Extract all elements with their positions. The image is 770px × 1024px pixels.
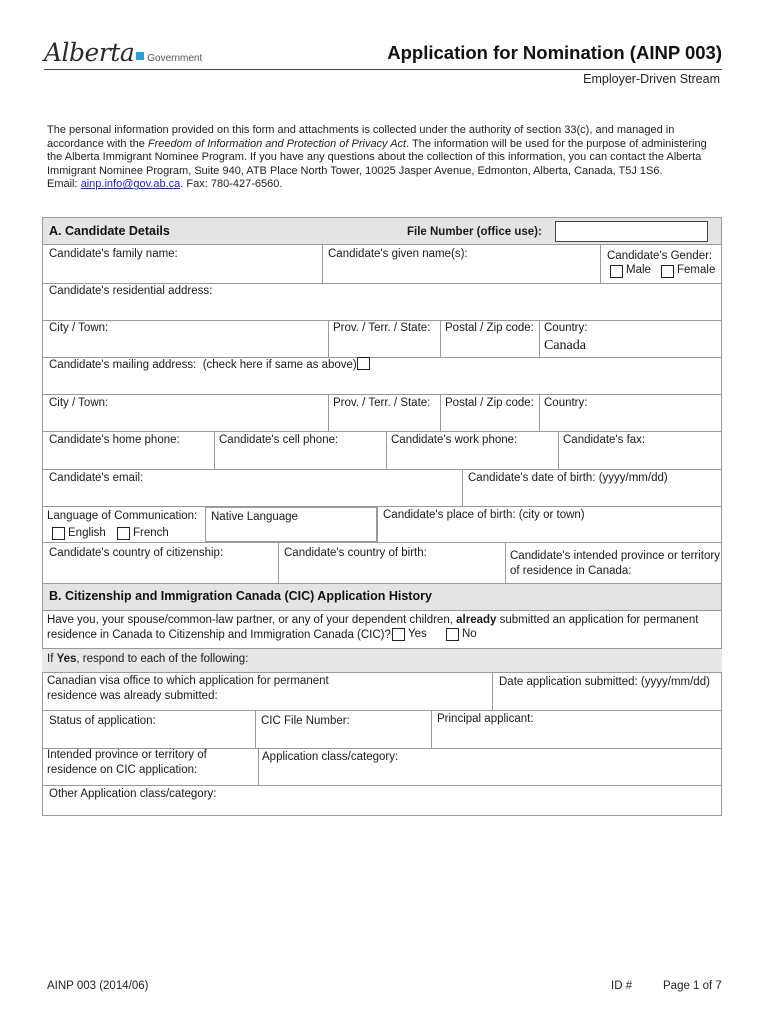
family-name-field[interactable]: Candidate's family name: <box>49 248 178 260</box>
if-post: , respond to each of the following: <box>76 653 249 665</box>
yes-label: Yes <box>408 628 427 640</box>
grid-line <box>42 320 722 321</box>
grid-line <box>505 542 506 583</box>
form-subtitle: Employer-Driven Stream <box>583 72 720 86</box>
grid-line <box>377 506 378 542</box>
grid-line <box>42 469 722 470</box>
grid-line <box>42 283 722 284</box>
file-number-label: File Number (office use): <box>407 226 542 238</box>
cic-question-pre: Have you, your spouse/common-law partner, or any of your dependent children, <box>47 614 457 626</box>
female-label: Female <box>677 264 716 276</box>
grid-line <box>386 431 387 469</box>
country-of-birth-field[interactable]: Candidate's country of birth: <box>284 547 427 559</box>
french-checkbox[interactable] <box>117 527 130 540</box>
grid-line <box>214 431 215 469</box>
section-b-title: B. Citizenship and Immigration Canada (CIC) Application History <box>49 589 432 603</box>
file-number-input[interactable] <box>555 221 708 242</box>
province-field[interactable]: Prov. / Terr. / State: <box>333 322 431 334</box>
grid-line <box>42 672 722 673</box>
email-field[interactable]: Candidate's email: <box>49 472 144 484</box>
mailing-province-field[interactable]: Prov. / Terr. / State: <box>333 397 431 409</box>
intro-fax: . Fax: 780-427-6560. <box>180 178 283 191</box>
grid-line <box>258 748 259 785</box>
other-class-field[interactable]: Other Application class/category: <box>49 788 217 800</box>
grid-line <box>42 710 722 711</box>
cic-file-number-field[interactable]: CIC File Number: <box>261 715 350 727</box>
grid-line <box>328 394 329 431</box>
male-label: Male <box>626 264 651 276</box>
mailing-country-field[interactable]: Country: <box>544 397 588 409</box>
grid-line <box>431 710 432 748</box>
logo-square-icon <box>136 52 144 60</box>
grid-line <box>255 710 256 748</box>
intro-act: Freedom of Information and Protection of Privacy Act <box>147 137 407 150</box>
date-of-birth-field[interactable]: Candidate's date of birth: (yyyy/mm/dd) <box>468 472 668 484</box>
logo-wordmark: Alberta <box>44 38 135 67</box>
country-label: Country: <box>544 322 588 334</box>
grid-line <box>539 320 540 357</box>
no-checkbox[interactable] <box>446 628 459 641</box>
citizenship-field[interactable]: Candidate's country of citizenship: <box>49 547 224 559</box>
grid-line <box>42 394 722 395</box>
no-label: No <box>462 628 477 640</box>
if-bold: Yes <box>56 653 77 665</box>
mailing-postal-field[interactable]: Postal / Zip code: <box>445 397 534 409</box>
privacy-notice <box>47 124 723 192</box>
grid-line <box>42 217 43 583</box>
grid-line <box>558 431 559 469</box>
principal-applicant-field[interactable]: Principal applicant: <box>437 713 534 725</box>
email-link[interactable]: ainp.info@gov.ab.ca <box>80 178 181 191</box>
if-yes-instruction <box>47 653 248 665</box>
if-pre: If <box>47 653 57 665</box>
same-address-checkbox[interactable] <box>357 357 370 370</box>
date-submitted-field[interactable]: Date application submitted: (yyyy/mm/dd) <box>499 676 710 688</box>
section-a-title: A. Candidate Details <box>49 224 170 238</box>
french-label: French <box>133 527 169 539</box>
mailing-city-field[interactable]: City / Town: <box>49 397 109 409</box>
language-label: Language of Communication: <box>47 510 198 522</box>
given-names-field[interactable]: Candidate's given name(s): <box>328 248 468 260</box>
city-field[interactable]: City / Town: <box>49 322 109 334</box>
gender-label: Candidate's Gender: <box>607 250 713 262</box>
male-checkbox[interactable] <box>610 265 623 278</box>
page-number: Page 1 of 7 <box>663 980 722 992</box>
form-title: Application for Nomination (AINP 003) <box>387 42 722 63</box>
grid-line <box>42 542 722 543</box>
grid-line <box>42 815 722 816</box>
home-phone-field[interactable]: Candidate's home phone: <box>49 434 180 446</box>
grid-line <box>42 357 722 358</box>
header-rule <box>44 69 722 70</box>
alberta-logo <box>44 38 202 68</box>
application-class-field[interactable]: Application class/category: <box>262 751 399 763</box>
cic-question <box>47 613 719 642</box>
status-field[interactable]: Status of application: <box>49 715 156 727</box>
english-checkbox[interactable] <box>52 527 65 540</box>
grid-line <box>440 320 441 357</box>
id-label: ID # <box>611 980 633 992</box>
grid-line <box>328 320 329 357</box>
residential-address-field[interactable]: Candidate's residential address: <box>49 285 213 297</box>
grid-line <box>600 245 601 283</box>
mailing-address-label: Candidate's mailing address: <box>49 359 197 371</box>
postal-code-field[interactable]: Postal / Zip code: <box>445 322 534 334</box>
cell-phone-field[interactable]: Candidate's cell phone: <box>219 434 339 446</box>
grid-line <box>492 672 493 710</box>
intro-email-label: Email: <box>47 178 81 191</box>
grid-line <box>322 245 323 283</box>
cic-question-bold: already <box>456 614 497 626</box>
country-value[interactable]: Canada <box>544 338 586 353</box>
native-language-label: Native Language <box>211 511 298 523</box>
intended-province-cic-field[interactable]: Intended province or territory of residence on CIC application: <box>47 749 207 776</box>
mailing-same-label: (check here if same as above) <box>202 359 357 371</box>
intro-text-2: . The information will be used for the purpose of administering the Alberta Immigrant Nominee Program. If you have any questions about the collection of this information, you can contact the Alberta Immigrant Nominee Program, Suite 940, ATB Place North Tower, 10025 Jasper Avenue, Edmonton, Alberta, Canada, T5J 1S6. <box>47 137 707 177</box>
grid-line <box>539 394 540 431</box>
grid-line <box>42 506 722 507</box>
logo-government: Government <box>147 53 203 64</box>
grid-line <box>42 431 722 432</box>
yes-checkbox[interactable] <box>392 628 405 641</box>
intro-text-1: The personal information provided on this form and attachments is collected under the authority of section 33(c), and managed in accordance with the <box>47 124 675 150</box>
place-of-birth-field[interactable]: Candidate's place of birth: (city or town) <box>383 509 585 521</box>
fax-field[interactable]: Candidate's fax: <box>563 434 646 446</box>
mailing-address-field[interactable] <box>49 359 357 371</box>
grid-line <box>462 469 463 506</box>
english-label: English <box>68 527 106 539</box>
work-phone-field[interactable]: Candidate's work phone: <box>391 434 518 446</box>
cic-question-post: submitted an application for permanent residence in Canada to Citizenship and Immigration Canada (CIC)? <box>47 614 699 641</box>
visa-office-field[interactable]: Canadian visa office to which application for permanent residence was already submitted: <box>47 675 329 702</box>
female-checkbox[interactable] <box>661 265 674 278</box>
grid-line <box>278 542 279 583</box>
grid-line <box>440 394 441 431</box>
form-id: AINP 003 (2014/06) <box>47 980 149 992</box>
grid-line <box>721 217 722 583</box>
grid-line <box>42 785 722 786</box>
intended-province-field[interactable]: Candidate's intended province or territory of residence in Canada: <box>510 550 720 577</box>
